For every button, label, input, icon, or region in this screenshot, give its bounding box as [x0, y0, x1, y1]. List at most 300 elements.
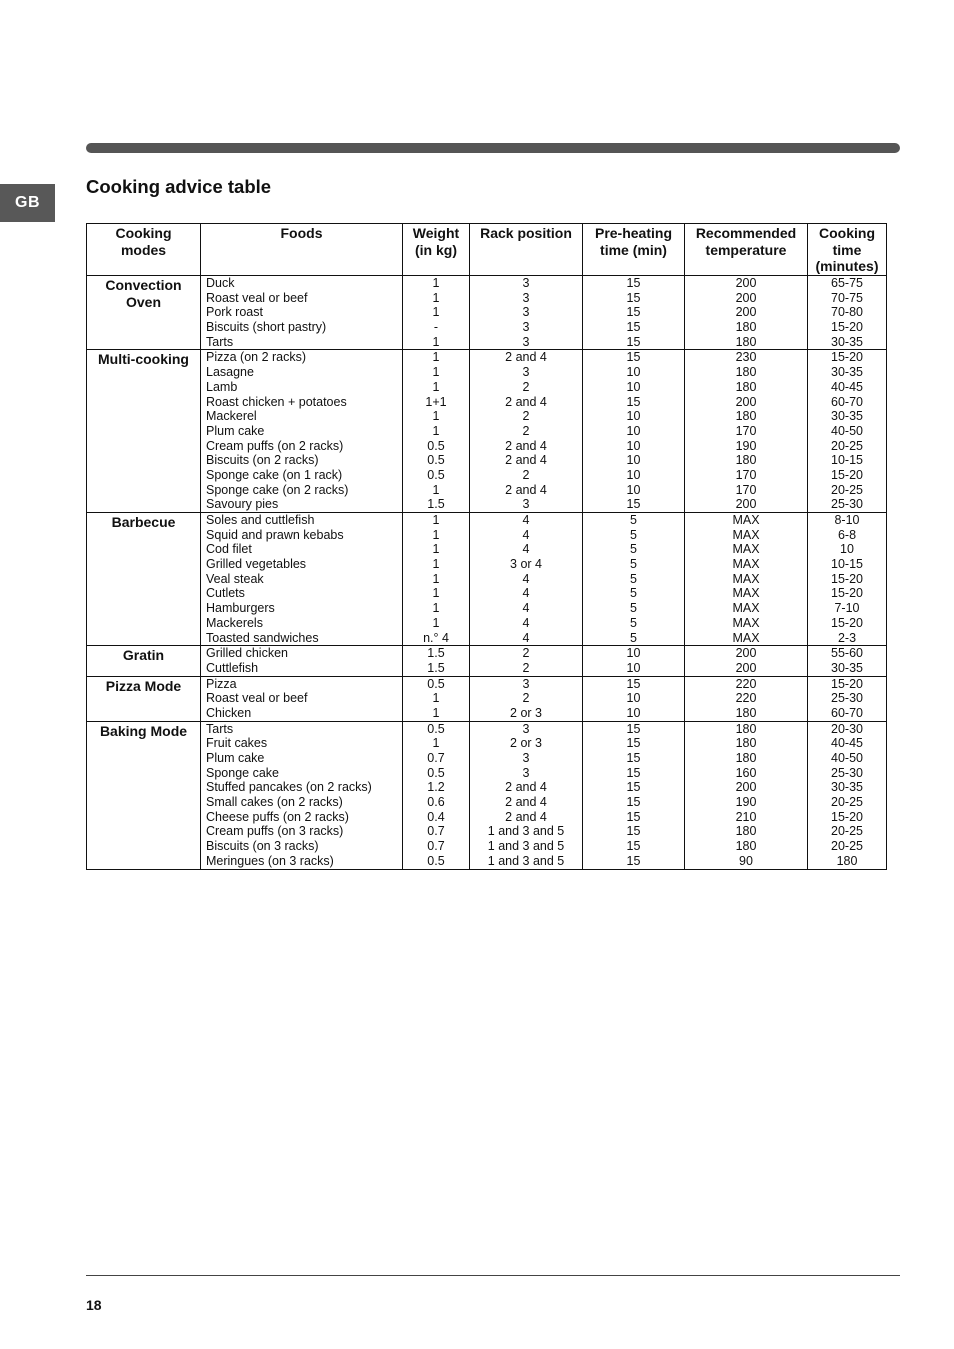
preheat-value-cell — [583, 513, 685, 646]
rack-value: 2 or 3 — [510, 705, 542, 720]
temperature-value: 200 — [735, 290, 757, 305]
cooking-advice-table — [86, 223, 887, 870]
temperature-value: 200 — [735, 780, 757, 795]
cooking-time-value: 10-15 — [831, 453, 863, 468]
weight-value: 0.5 — [427, 765, 445, 780]
rack-value: 2 and 4 — [505, 482, 547, 497]
food-name: Pizza — [206, 676, 237, 691]
temperature-value: 200 — [735, 497, 757, 512]
cooking-time-value: 15-20 — [831, 586, 863, 601]
cooking-mode-label: Convection — [105, 277, 182, 293]
rack-value-cell — [470, 646, 583, 676]
rack-value: 2 and 4 — [505, 438, 547, 453]
temperature-value: 190 — [735, 795, 757, 810]
weight-value: 1 — [432, 290, 440, 305]
food-name: Biscuits (on 2 racks) — [206, 453, 319, 468]
weight-value: 1 — [432, 527, 440, 542]
rack-value: 3 — [522, 721, 530, 736]
cooking-time-value-cell — [808, 646, 887, 676]
food-name: Mackerel — [206, 409, 257, 424]
food-name-cell — [201, 646, 403, 676]
cooking-mode-group-row — [87, 676, 887, 721]
food-name: Biscuits (short pastry) — [206, 320, 327, 335]
cooking-mode-label: Pizza Mode — [105, 677, 182, 694]
rack-value: 1 and 3 and 5 — [487, 824, 565, 839]
cooking-mode-group-row — [87, 276, 887, 350]
weight-value: 1 — [432, 615, 440, 630]
preheat-value: 15 — [626, 290, 641, 305]
rack-value: 2 — [522, 467, 530, 482]
temperature-value-cell — [685, 676, 808, 721]
cooking-time-value: 40-50 — [831, 751, 863, 765]
weight-value: 0.5 — [427, 467, 445, 482]
temperature-value: 180 — [735, 736, 757, 751]
food-name: Chicken — [206, 705, 252, 720]
food-name: Cod filet — [206, 542, 252, 557]
header-rule — [86, 143, 900, 153]
rack-value-cell — [470, 350, 583, 513]
preheat-value: 15 — [626, 780, 641, 795]
cooking-time-value-cell — [808, 350, 887, 513]
food-name-cell — [201, 721, 403, 869]
language-tab: GB — [0, 184, 55, 222]
rack-value: 3 — [522, 334, 530, 349]
temperature-value: MAX — [732, 513, 760, 527]
cooking-time-value: 20-25 — [831, 795, 863, 810]
temperature-value: 180 — [735, 705, 757, 720]
temperature-value: MAX — [732, 527, 760, 542]
food-name: Lamb — [206, 379, 238, 394]
cooking-mode-cell — [87, 721, 201, 869]
cooking-time-value-cell — [808, 513, 887, 646]
cooking-mode-label: Baking Mode — [99, 722, 188, 739]
weight-value: 0.7 — [427, 824, 445, 839]
food-name: Roast veal or beef — [206, 691, 308, 706]
temperature-value: MAX — [732, 557, 760, 572]
rack-value-cell — [470, 721, 583, 869]
header-text: time — [832, 241, 862, 258]
temperature-value: 160 — [735, 765, 757, 780]
food-name: Pork roast — [206, 305, 263, 320]
temperature-value: 90 — [739, 853, 753, 868]
preheat-value: 15 — [626, 809, 641, 824]
cooking-time-value: 30-35 — [831, 365, 863, 380]
preheat-value: 15 — [626, 824, 641, 839]
preheat-value-cell — [583, 721, 685, 869]
weight-value: 0.5 — [427, 676, 445, 691]
temperature-value: 200 — [735, 646, 757, 661]
food-name: Grilled vegetables — [206, 557, 307, 572]
food-name: Veal steak — [206, 571, 264, 586]
header-text: Rack position — [480, 225, 572, 241]
cooking-time-value: 60-70 — [831, 705, 863, 720]
preheat-value: 15 — [626, 320, 641, 335]
weight-value: 0.5 — [427, 438, 445, 453]
preheat-value: 10 — [626, 365, 641, 380]
preheat-value: 5 — [630, 571, 637, 586]
temperature-value: 210 — [735, 809, 757, 824]
temperature-value: 180 — [735, 824, 757, 839]
weight-value: 1.2 — [427, 780, 445, 795]
preheat-value: 15 — [626, 676, 641, 691]
preheat-value: 10 — [626, 423, 641, 438]
preheat-value: 10 — [626, 438, 641, 453]
rack-value: 3 — [522, 751, 530, 765]
rack-value: 1 and 3 and 5 — [487, 853, 565, 868]
rack-value: 2 — [522, 423, 530, 438]
weight-value: 1 — [432, 365, 440, 380]
temperature-value: 180 — [735, 379, 757, 394]
cooking-time-value-cell — [808, 276, 887, 350]
temperature-value-cell — [685, 721, 808, 869]
header-text: Weight — [412, 225, 460, 241]
cooking-time-value: 15-20 — [831, 615, 863, 630]
food-name: Soles and cuttlefish — [206, 513, 315, 527]
preheat-value: 15 — [626, 839, 641, 854]
rack-value: 3 — [522, 320, 530, 335]
weight-value: 1 — [432, 379, 440, 394]
rack-value: 3 — [522, 765, 530, 780]
food-name: Cuttlefish — [206, 660, 259, 675]
header-recommended-temperature — [685, 224, 808, 276]
temperature-value: 180 — [735, 453, 757, 468]
temperature-value: 180 — [735, 721, 757, 736]
food-name: Biscuits (on 3 racks) — [206, 839, 319, 854]
cooking-time-value: 15-20 — [831, 350, 863, 365]
cooking-time-value: 6-8 — [837, 527, 857, 542]
cooking-time-value: 7-10 — [834, 601, 860, 616]
preheat-value: 15 — [626, 350, 641, 365]
weight-value: 0.7 — [427, 751, 445, 765]
header-text: Foods — [280, 225, 323, 241]
preheat-value: 5 — [630, 586, 637, 601]
temperature-value-cell — [685, 276, 808, 350]
header-text: Cooking — [819, 225, 875, 241]
temperature-value: MAX — [732, 615, 760, 630]
food-name: Roast veal or beef — [206, 290, 308, 305]
rack-value: 3 or 4 — [510, 557, 542, 572]
rack-value: 4 — [522, 630, 530, 645]
weight-value: - — [433, 320, 439, 335]
weight-value: 1 — [432, 691, 440, 706]
temperature-value: 190 — [735, 438, 757, 453]
food-name: Toasted sandwiches — [206, 630, 319, 645]
temperature-value: 180 — [735, 839, 757, 854]
cooking-time-value: 20-30 — [831, 721, 863, 736]
weight-value: 1+1 — [425, 394, 447, 409]
weight-value: 0.5 — [427, 453, 445, 468]
preheat-value: 10 — [626, 453, 641, 468]
temperature-value: MAX — [732, 586, 760, 601]
rack-value: 2 — [522, 646, 530, 661]
page-number: 18 — [86, 1297, 102, 1313]
weight-value: 1 — [432, 334, 440, 349]
preheat-value-cell — [583, 646, 685, 676]
food-name: Sponge cake — [206, 765, 279, 780]
temperature-value: 170 — [735, 482, 757, 497]
food-name: Plum cake — [206, 423, 265, 438]
preheat-value: 5 — [630, 542, 637, 557]
cooking-mode-cell — [87, 513, 201, 646]
preheat-value: 15 — [626, 736, 641, 751]
temperature-value: MAX — [732, 542, 760, 557]
temperature-value: 180 — [735, 409, 757, 424]
weight-value-cell — [403, 676, 470, 721]
preheat-value: 10 — [626, 379, 641, 394]
cooking-mode-cell — [87, 350, 201, 513]
cooking-mode-group-row — [87, 646, 887, 676]
rack-value: 2 — [522, 660, 530, 675]
page-title: Cooking advice table — [86, 176, 272, 197]
cooking-time-value: 20-25 — [831, 839, 863, 854]
weight-value: 0.7 — [427, 839, 445, 854]
preheat-value: 5 — [630, 615, 637, 630]
rack-value: 4 — [522, 601, 530, 616]
weight-value: 1 — [432, 482, 440, 497]
temperature-value: 180 — [735, 751, 757, 765]
cooking-time-value: 30-35 — [831, 409, 863, 424]
temperature-value: 170 — [735, 467, 757, 482]
cooking-time-value-cell — [808, 676, 887, 721]
temperature-value: MAX — [732, 571, 760, 586]
temperature-value: 180 — [735, 334, 757, 349]
cooking-time-value: 70-80 — [831, 305, 863, 320]
rack-value: 4 — [522, 542, 530, 557]
rack-value: 2 — [522, 691, 530, 706]
preheat-value: 10 — [626, 705, 641, 720]
food-name: Squid and prawn kebabs — [206, 527, 344, 542]
preheat-value: 15 — [626, 497, 641, 512]
cooking-time-value-cell — [808, 721, 887, 869]
food-name: Tarts — [206, 721, 234, 736]
food-name: Grilled chicken — [206, 646, 288, 661]
weight-value-cell — [403, 350, 470, 513]
preheat-value: 10 — [626, 482, 641, 497]
rack-value: 2 and 4 — [505, 795, 547, 810]
weight-value-cell — [403, 276, 470, 350]
food-name: Duck — [206, 276, 235, 290]
preheat-value: 5 — [630, 630, 637, 645]
rack-value: 4 — [522, 615, 530, 630]
cooking-time-value: 15-20 — [831, 809, 863, 824]
header-preheating-time — [583, 224, 685, 276]
preheat-value: 5 — [630, 557, 637, 572]
temperature-value: MAX — [732, 630, 760, 645]
table-body — [87, 276, 887, 870]
preheat-value: 10 — [626, 409, 641, 424]
weight-value: 1.5 — [427, 497, 445, 512]
cooking-time-value: 2-3 — [837, 630, 857, 645]
header-text: (minutes) — [815, 258, 879, 274]
weight-value: 1 — [432, 571, 440, 586]
food-name: Cream puffs (on 3 racks) — [206, 824, 344, 839]
cooking-time-value: 15-20 — [831, 676, 863, 691]
cooking-time-value: 8-10 — [834, 513, 860, 527]
cooking-time-value: 180 — [836, 853, 858, 868]
cooking-time-value: 10-15 — [831, 557, 863, 572]
food-name: Cutlets — [206, 586, 245, 601]
food-name: Pizza (on 2 racks) — [206, 350, 307, 365]
food-name: Meringues (on 3 racks) — [206, 853, 334, 868]
weight-value: 1 — [432, 557, 440, 572]
temperature-value-cell — [685, 350, 808, 513]
weight-value: 1 — [432, 705, 440, 720]
temperature-value-cell — [685, 646, 808, 676]
weight-value: 1 — [432, 350, 440, 365]
food-name: Sponge cake (on 2 racks) — [206, 482, 349, 497]
cooking-time-value: 25-30 — [831, 691, 863, 706]
rack-value-cell — [470, 676, 583, 721]
weight-value: 1 — [432, 586, 440, 601]
food-name: Mackerels — [206, 615, 263, 630]
rack-value: 1 and 3 and 5 — [487, 839, 565, 854]
preheat-value: 5 — [630, 513, 637, 527]
food-name: Tarts — [206, 334, 234, 349]
cooking-mode-label: Gratin — [122, 647, 165, 664]
rack-value: 3 — [522, 676, 530, 691]
food-name: Lasagne — [206, 365, 254, 380]
weight-value-cell — [403, 721, 470, 869]
weight-value: 1 — [432, 423, 440, 438]
rack-value: 4 — [522, 513, 530, 527]
preheat-value: 15 — [626, 751, 641, 765]
header-text: Pre-heating — [594, 225, 672, 241]
cooking-time-value: 20-25 — [831, 438, 863, 453]
header-cooking-modes — [87, 224, 201, 276]
rack-value: 3 — [522, 305, 530, 320]
food-name: Cheese puffs (on 2 racks) — [206, 809, 349, 824]
header-rack-position — [470, 224, 583, 276]
preheat-value: 15 — [626, 795, 641, 810]
cooking-time-value: 15-20 — [831, 320, 863, 335]
rack-value: 2 and 4 — [505, 453, 547, 468]
preheat-value: 10 — [626, 467, 641, 482]
preheat-value: 5 — [630, 527, 637, 542]
preheat-value: 15 — [626, 276, 641, 290]
food-name: Sponge cake (on 1 rack) — [206, 467, 343, 482]
preheat-value: 15 — [626, 765, 641, 780]
cooking-time-value: 65-75 — [831, 276, 863, 290]
temperature-value-cell — [685, 513, 808, 646]
preheat-value-cell — [583, 350, 685, 513]
cooking-mode-label: Barbecue — [111, 514, 176, 530]
preheat-value: 15 — [626, 305, 641, 320]
header-text: Recommended — [695, 225, 797, 241]
rack-value: 3 — [522, 497, 530, 512]
footer-rule — [86, 1275, 900, 1276]
cooking-time-value: 20-25 — [831, 824, 863, 839]
rack-value: 3 — [522, 276, 530, 290]
cooking-time-value: 40-50 — [831, 423, 863, 438]
food-name: Roast chicken + potatoes — [206, 394, 347, 409]
header-text: temperature — [705, 241, 787, 258]
cooking-time-value: 20-25 — [831, 482, 863, 497]
rack-value: 2 and 4 — [505, 394, 547, 409]
food-name: Cream puffs (on 2 racks) — [206, 438, 344, 453]
cooking-mode-cell — [87, 276, 201, 350]
rack-value: 2 and 4 — [505, 780, 547, 795]
rack-value: 4 — [522, 571, 530, 586]
weight-value: 0.5 — [427, 721, 445, 736]
food-name: Plum cake — [206, 751, 265, 765]
cooking-time-value: 55-60 — [831, 646, 863, 661]
rack-value: 3 — [522, 365, 530, 380]
weight-value: 1 — [432, 601, 440, 616]
preheat-value-cell — [583, 276, 685, 350]
rack-value: 2 — [522, 409, 530, 424]
rack-value-cell — [470, 513, 583, 646]
cooking-time-value: 25-30 — [831, 497, 863, 512]
rack-value: 2 or 3 — [510, 736, 542, 751]
header-text: (in kg) — [415, 241, 457, 258]
cooking-time-value: 15-20 — [831, 571, 863, 586]
cooking-time-value: 10 — [840, 542, 854, 557]
temperature-value: 180 — [735, 320, 757, 335]
food-name: Savoury pies — [206, 497, 279, 512]
preheat-value-cell — [583, 676, 685, 721]
cooking-time-value: 70-75 — [831, 290, 863, 305]
cooking-time-value: 60-70 — [831, 394, 863, 409]
weight-value-cell — [403, 646, 470, 676]
food-name-cell — [201, 676, 403, 721]
header-cooking-time — [808, 224, 887, 276]
weight-value: 1.5 — [427, 660, 445, 675]
cooking-mode-cell — [87, 676, 201, 721]
rack-value: 2 and 4 — [505, 809, 547, 824]
weight-value: 1 — [432, 513, 440, 527]
temperature-value: 200 — [735, 660, 757, 675]
header-row — [87, 224, 887, 276]
cooking-mode-cell — [87, 646, 201, 676]
preheat-value: 15 — [626, 334, 641, 349]
cooking-mode-label: Oven — [125, 293, 161, 310]
rack-value: 4 — [522, 527, 530, 542]
preheat-value: 10 — [626, 660, 641, 675]
preheat-value: 15 — [626, 721, 641, 736]
header-foods — [201, 224, 403, 276]
weight-value: 1 — [432, 305, 440, 320]
food-name-cell — [201, 513, 403, 646]
food-name: Hamburgers — [206, 601, 275, 616]
cooking-time-value: 30-35 — [831, 334, 863, 349]
rack-value: 2 — [522, 379, 530, 394]
rack-value: 4 — [522, 586, 530, 601]
temperature-value: 200 — [735, 305, 757, 320]
weight-value: 1 — [432, 409, 440, 424]
cooking-mode-label: Multi-cooking — [98, 351, 189, 368]
temperature-value: 200 — [735, 276, 757, 290]
food-name: Fruit cakes — [206, 736, 268, 751]
header-weight — [403, 224, 470, 276]
preheat-value: 5 — [630, 601, 637, 616]
cooking-mode-group-row — [87, 513, 887, 646]
rack-value-cell — [470, 276, 583, 350]
preheat-value: 15 — [626, 853, 641, 868]
header-text: time (min) — [600, 241, 667, 258]
preheat-value: 15 — [626, 394, 641, 409]
cooking-mode-group-row — [87, 350, 887, 513]
cooking-time-value: 40-45 — [831, 379, 863, 394]
header-text: Cooking — [115, 225, 172, 241]
temperature-value: 220 — [735, 676, 757, 691]
cooking-time-value: 15-20 — [831, 467, 863, 482]
weight-value: 1.5 — [427, 646, 445, 661]
weight-value-cell — [403, 513, 470, 646]
temperature-value: 180 — [735, 365, 757, 380]
weight-value: 1 — [432, 276, 440, 290]
preheat-value: 10 — [626, 691, 641, 706]
temperature-value: 200 — [735, 394, 757, 409]
